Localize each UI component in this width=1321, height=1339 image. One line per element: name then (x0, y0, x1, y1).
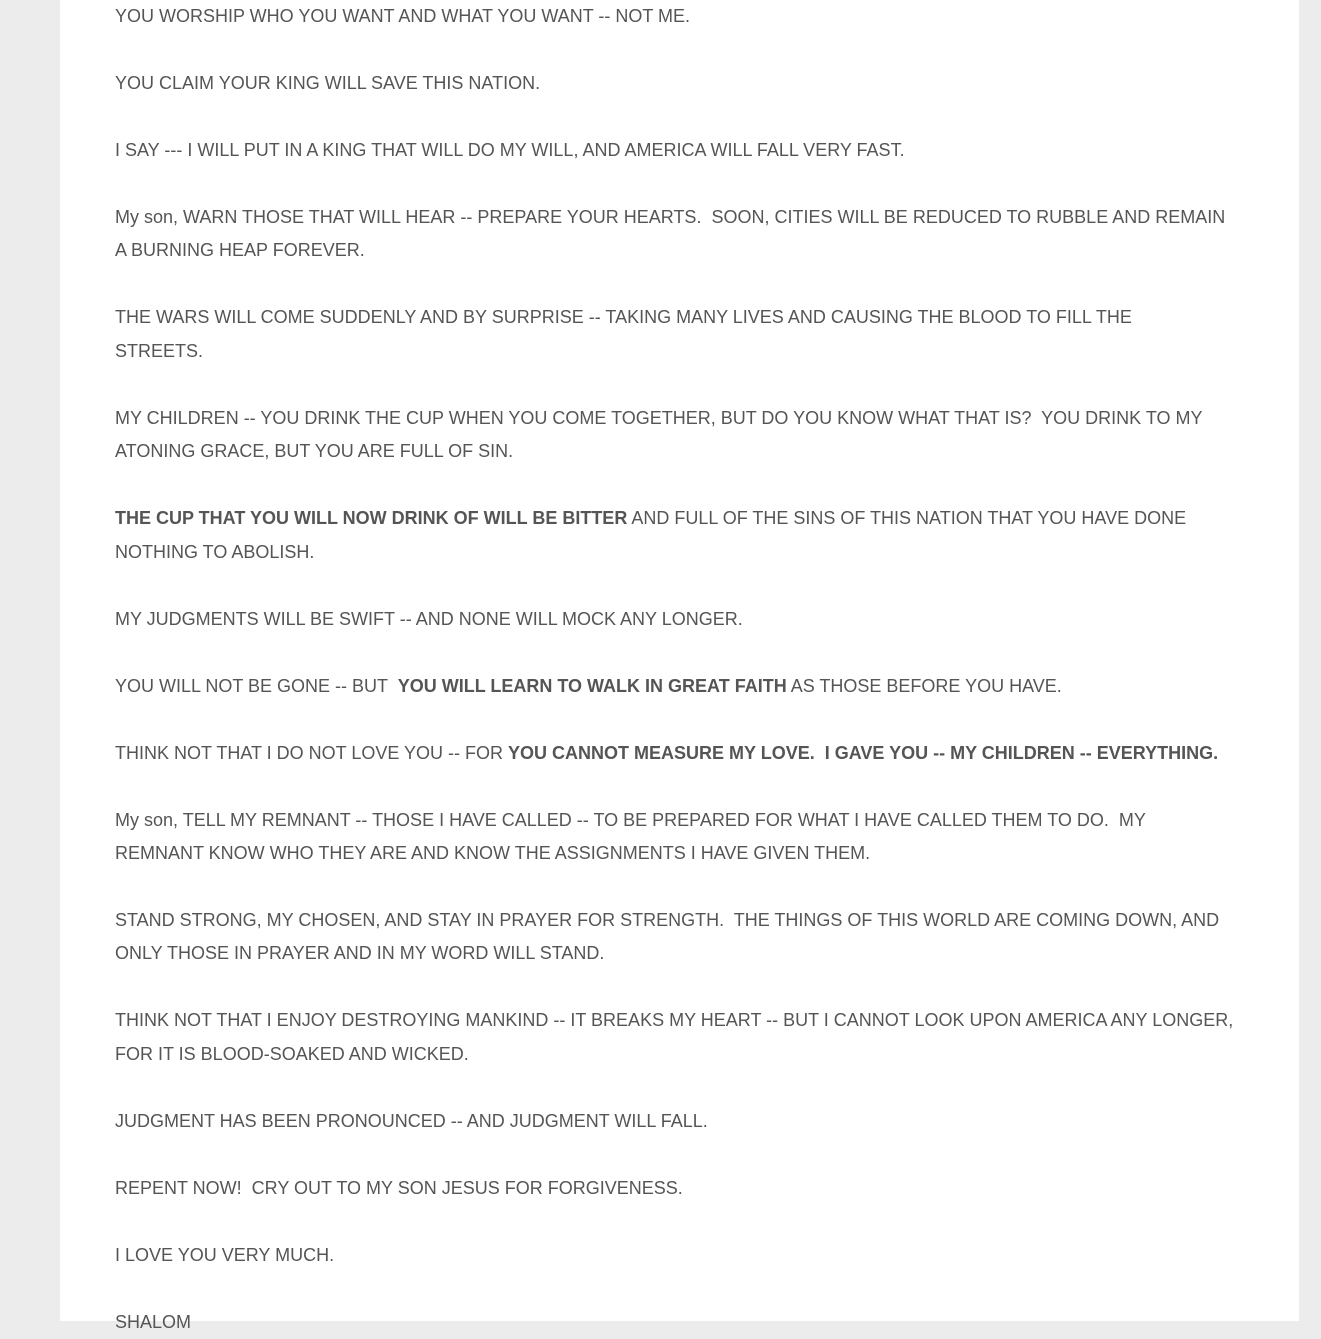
text: AS THOSE BEFORE YOU HAVE. (786, 675, 1062, 696)
paragraph (115, 502, 1275, 569)
paragraph-line (115, 904, 1275, 937)
paragraph-line (115, 1004, 1275, 1037)
paragraph (115, 603, 1275, 636)
text: REPENT NOW! CRY OUT TO MY SON JESUS FOR FORGIVENESS. (115, 1177, 683, 1198)
paragraph (115, 134, 1275, 167)
paragraph-line (115, 435, 1275, 468)
text: MY CHILDREN -- YOU DRINK THE CUP WHEN YOU COME TOGETHER, BUT DO YOU KNOW WHAT THAT IS? YOU DRINK TO MY (115, 407, 1203, 428)
paragraph-line (115, 536, 1275, 569)
text: THINK NOT THAT I ENJOY DESTROYING MANKIND -- IT BREAKS MY HEART -- BUT I CANNOT LOOK UPON AMERICA ANY LONGER, (115, 1010, 1234, 1031)
paragraph (115, 904, 1275, 971)
paragraph-line (115, 603, 1275, 636)
paragraph (115, 1172, 1275, 1205)
paragraph (115, 1306, 1275, 1339)
paragraph-line (115, 1172, 1275, 1205)
paragraph-line (115, 937, 1275, 970)
text: YOU WILL NOT BE GONE -- BUT (115, 675, 398, 696)
paragraph (115, 402, 1275, 469)
text: SHALOM (115, 1311, 192, 1332)
paragraph (115, 670, 1275, 703)
paragraph (115, 737, 1275, 770)
text: THE WARS WILL COME SUDDENLY AND BY SURPRISE -- TAKING MANY LIVES AND CAUSING THE BLOOD TO FILL THE (115, 307, 1132, 328)
text: ONLY THOSE IN PRAYER AND IN MY WORD WILL STAND. (115, 943, 605, 964)
bold-text: YOU CANNOT MEASURE MY LOVE. I GAVE YOU -- MY CHILDREN -- EVERYTHING. (508, 742, 1219, 763)
paragraph (115, 67, 1275, 100)
paragraph-line (115, 1239, 1275, 1272)
paragraph-line (115, 134, 1275, 167)
paragraph-line (115, 335, 1275, 368)
text: I LOVE YOU VERY MUCH. (115, 1244, 335, 1265)
text: YOU WORSHIP WHO YOU WANT AND WHAT YOU WANT -- NOT ME. (115, 6, 691, 26)
paragraph-line (115, 1105, 1275, 1138)
text: ATONING GRACE, BUT YOU ARE FULL OF SIN. (115, 441, 514, 462)
text: THINK NOT THAT I DO NOT LOVE YOU -- FOR (115, 742, 509, 763)
paragraph-line (115, 402, 1275, 435)
text: STAND STRONG, MY CHOSEN, AND STAY IN PRAYER FOR STRENGTH. THE THINGS OF THIS WORLD ARE COMING DOWN, AND (115, 910, 1220, 930)
text: STREETS. (115, 340, 204, 361)
paragraph-line (115, 301, 1275, 334)
text: NOTHING TO ABOLISH. (115, 541, 315, 562)
paragraph-line (115, 0, 1275, 33)
text: REMNANT KNOW WHO THEY ARE AND KNOW THE ASSIGNMENTS I HAVE GIVEN THEM. (115, 843, 871, 863)
text: JUDGMENT HAS BEEN PRONOUNCED -- AND JUDGMENT WILL FALL. (115, 1110, 708, 1131)
paragraph-line (115, 1038, 1275, 1071)
text: My son, WARN THOSE THAT WILL HEAR -- PREPARE YOUR HEARTS. SOON, CITIES WILL BE REDUCED TO RUBBLE AND REMAIN (115, 207, 1226, 227)
paragraph (115, 201, 1275, 268)
document-page (60, 0, 1299, 1332)
text: AND FULL OF THE SINS OF THIS NATION THAT YOU HAVE DONE (627, 508, 1187, 529)
bold-text: YOU WILL LEARN TO WALK IN GREAT FAITH (397, 675, 787, 696)
text: My son, TELL MY REMNANT -- THOSE I HAVE CALLED -- TO BE PREPARED FOR WHAT I HAVE CALLED THEM TO DO. MY (115, 809, 1146, 830)
text: I SAY --- I WILL PUT IN A KING THAT WILL DO MY WILL, AND AMERICA WILL FALL VERY FAST. (115, 140, 905, 160)
bold-text: THE CUP THAT YOU WILL NOW DRINK OF WILL BE BITTER (115, 508, 628, 529)
paragraph-line (115, 1306, 1275, 1339)
text: A BURNING HEAP FOREVER. (115, 240, 365, 261)
paragraph-line (115, 67, 1275, 100)
paragraph-line (115, 502, 1275, 535)
paragraph-line (115, 804, 1275, 837)
text: YOU CLAIM YOUR KING WILL SAVE THIS NATION. (115, 73, 541, 93)
text: FOR IT IS BLOOD-SOAKED AND WICKED. (115, 1043, 469, 1064)
paragraph-line (115, 201, 1275, 234)
paragraph (115, 1239, 1275, 1272)
paragraph (115, 301, 1275, 368)
paragraph-line (115, 737, 1275, 770)
paragraph (115, 1004, 1275, 1071)
paragraph (115, 1105, 1275, 1138)
paragraph-line (115, 234, 1275, 267)
paragraph-line (115, 837, 1275, 870)
paragraph (115, 804, 1275, 871)
paragraph-line (115, 670, 1275, 703)
paragraph (115, 0, 1275, 33)
text: MY JUDGMENTS WILL BE SWIFT -- AND NONE WILL MOCK ANY LONGER. (115, 608, 743, 629)
